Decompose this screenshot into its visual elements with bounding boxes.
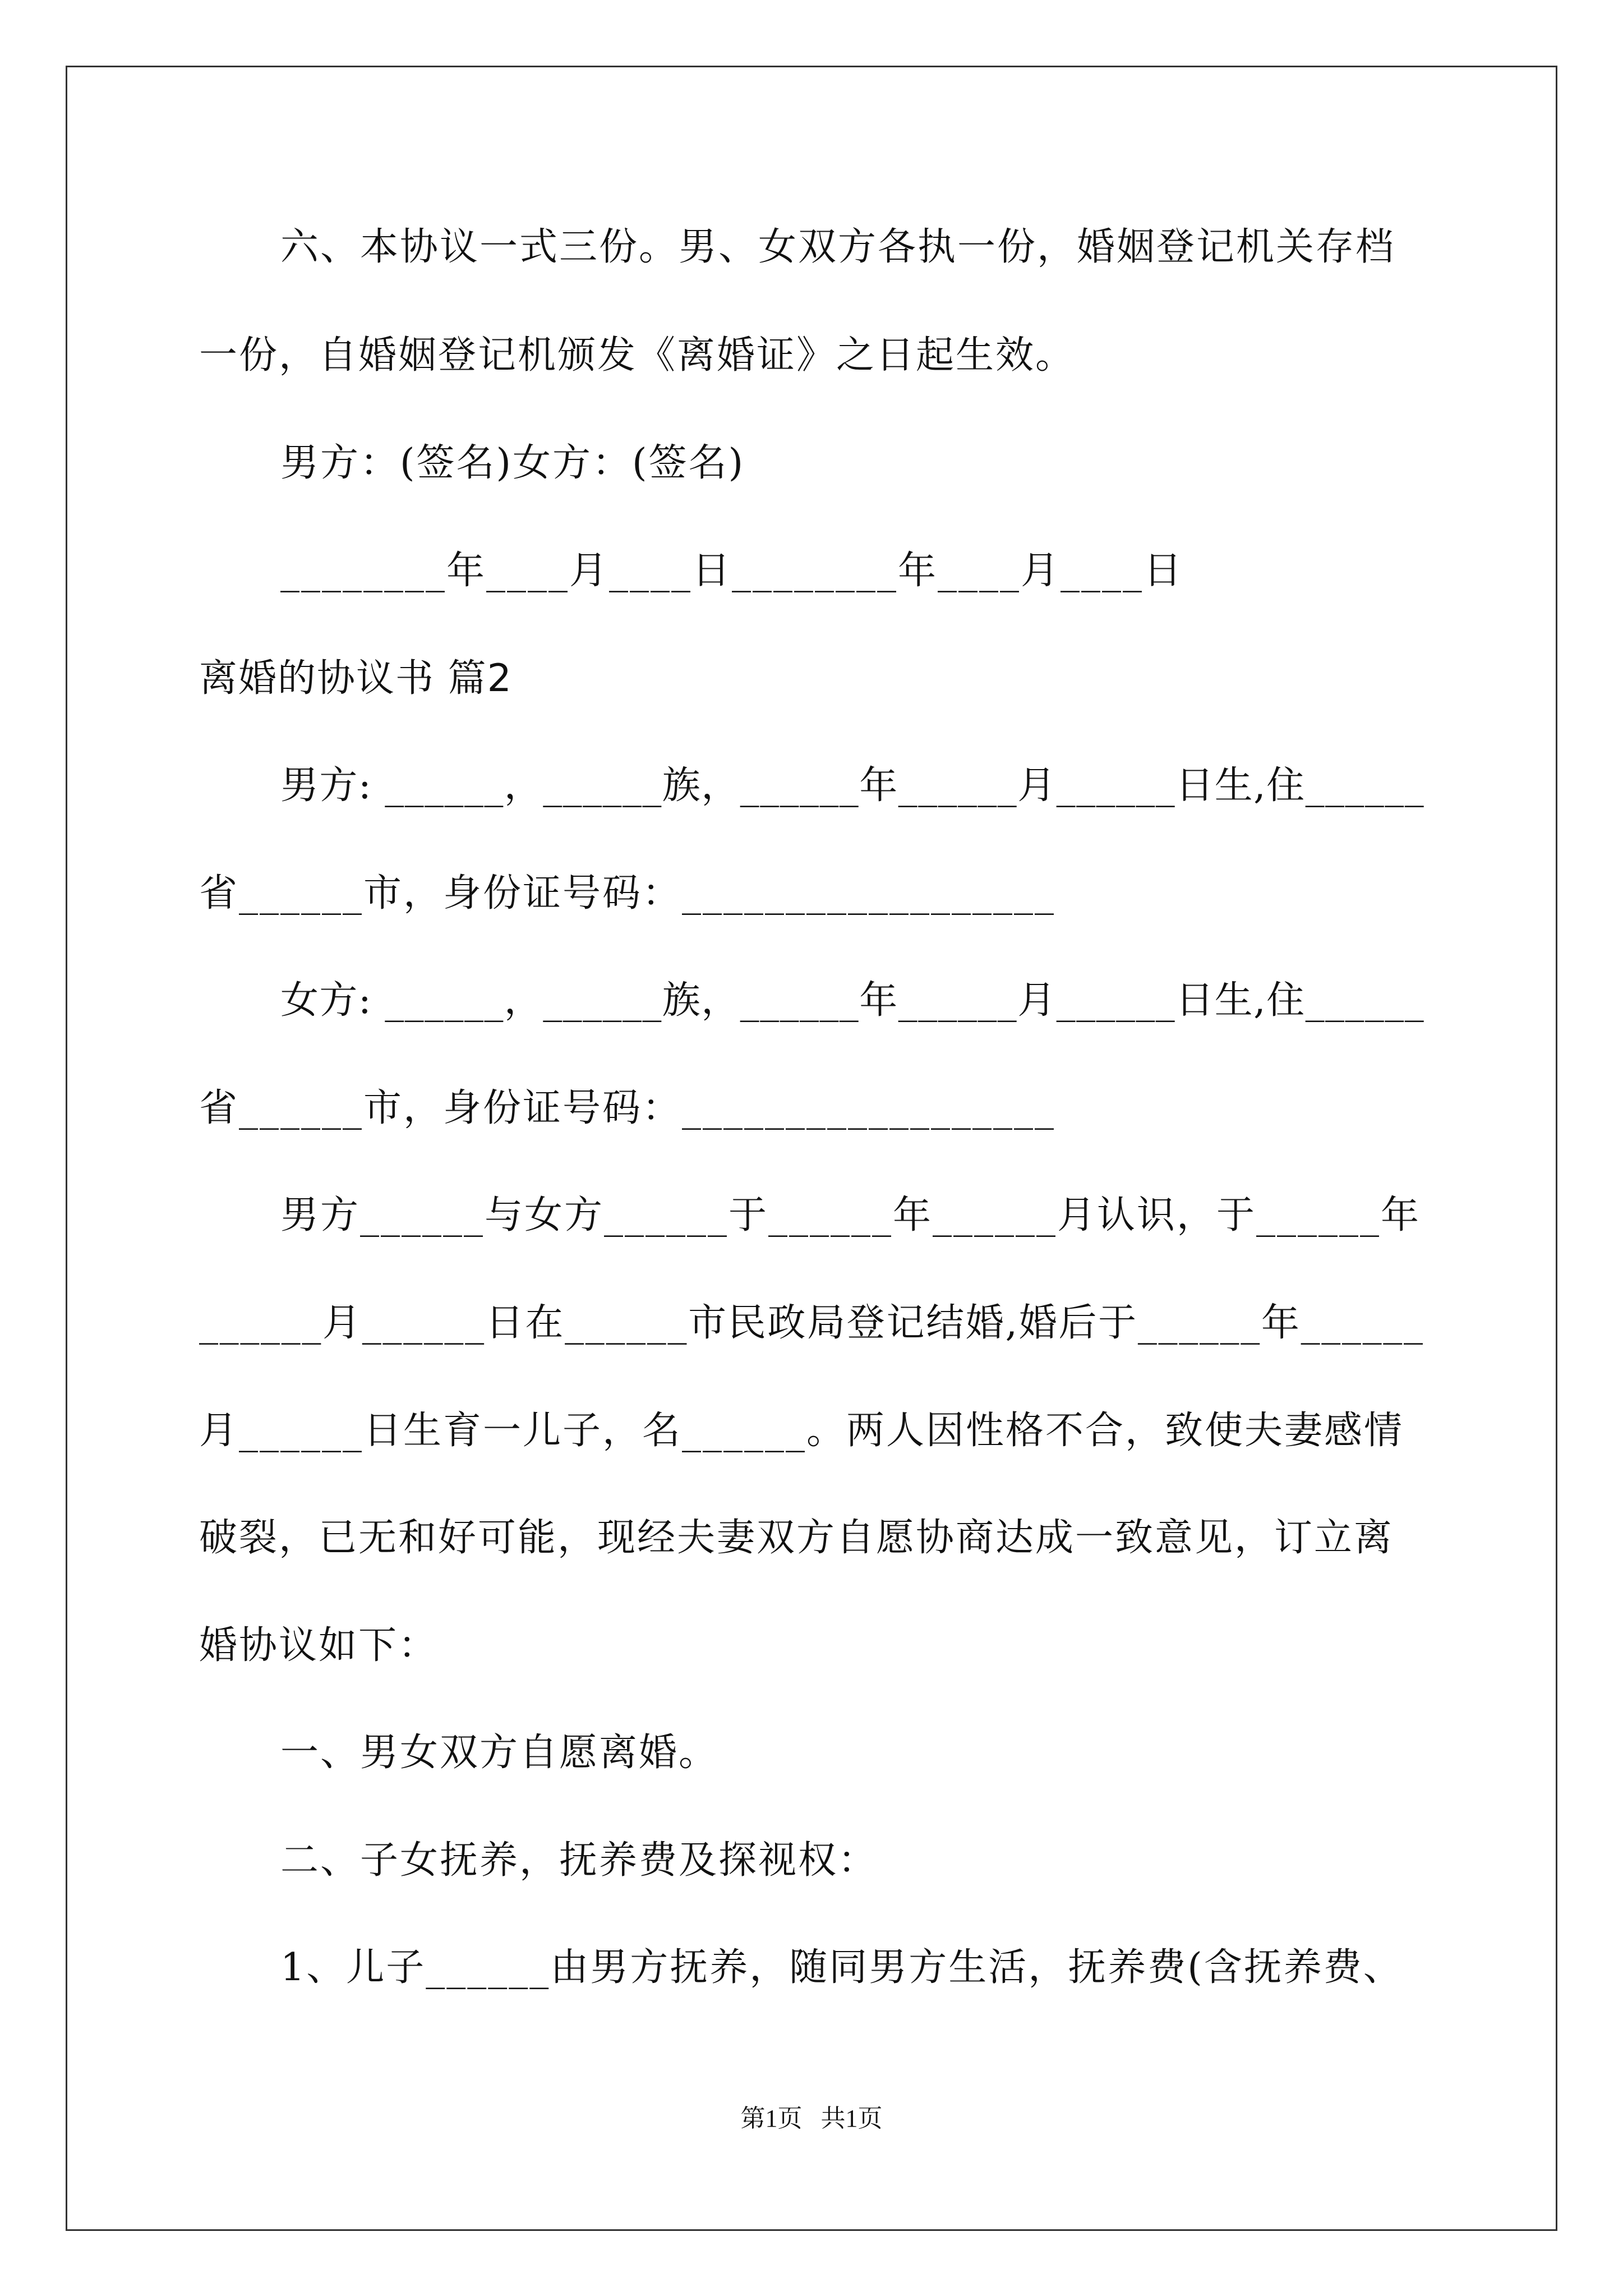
signature-line: 男方：(签名)女方：(签名) bbox=[280, 441, 745, 485]
marriage-paragraph-line-2: ______月______日在______市民政局登记结婚,婚后于______年______ bbox=[199, 1301, 1424, 1345]
male-info-line-1: 男方: ______，______族，______年______月______日生,住______ bbox=[280, 763, 1425, 808]
page-footer: 第1页 共1页 bbox=[740, 2105, 883, 2132]
page-border bbox=[66, 66, 1557, 2231]
male-info-line-2: 省______市，身份证号码：__________________ bbox=[199, 871, 1056, 915]
section-heading: 离婚的协议书 篇2 bbox=[199, 656, 513, 701]
clause-2-item-1: 1、儿子______由男方抚养，随同男方生活，抚养费(含抚养费、 bbox=[280, 1945, 1403, 1990]
date-line: ________年____月____日________年____月____日 bbox=[280, 549, 1184, 593]
clause-1: 一、男女双方自愿离婚。 bbox=[280, 1731, 719, 1775]
female-info-line-1: 女方: ______，______族，______年______月______日生,住______ bbox=[280, 978, 1425, 1023]
female-info-line-2: 省______市，身份证号码：__________________ bbox=[199, 1086, 1056, 1130]
marriage-paragraph-line-1: 男方______与女方______于______年______月认识，于______年 bbox=[280, 1193, 1421, 1237]
marriage-paragraph-line-5: 婚协议如下： bbox=[199, 1623, 439, 1668]
marriage-paragraph-line-3: 月______日生育一儿子，名______。两人因性格不合，致使夫妻感情 bbox=[199, 1409, 1404, 1453]
clause-2: 二、子女抚养，抚养费及探视权： bbox=[280, 1838, 878, 1883]
marriage-paragraph-line-4: 破裂，已无和好可能，现经夫妻双方自愿协商达成一致意见，订立离 bbox=[199, 1516, 1394, 1560]
paragraph-6-line-1: 六、本协议一式三份。男、女双方各执一份，婚姻登记机关存档 bbox=[280, 225, 1396, 269]
paragraph-6-line-2: 一份，自婚姻登记机颁发《离婚证》之日起生效。 bbox=[199, 333, 1076, 378]
